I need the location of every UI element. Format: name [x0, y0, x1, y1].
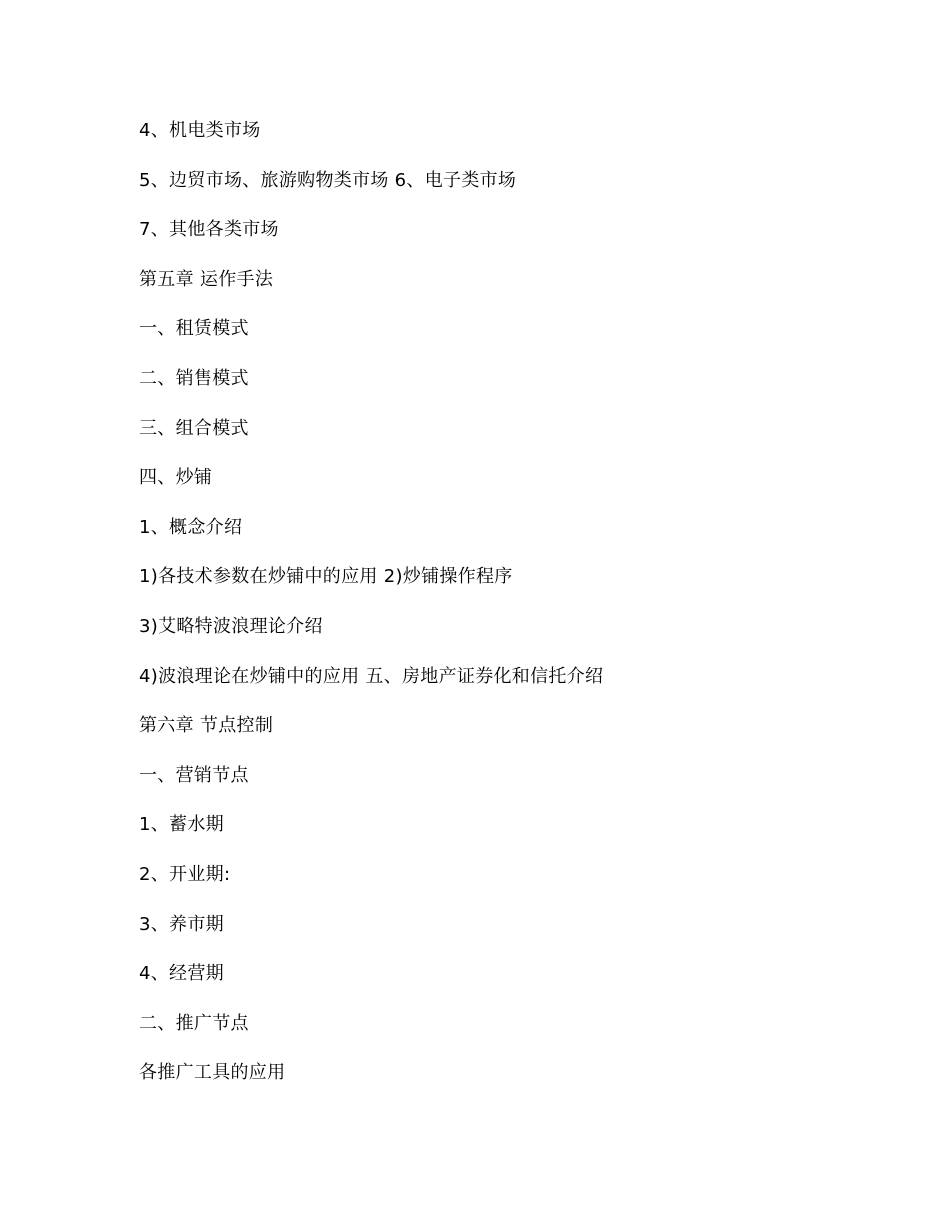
text-line: 二、推广节点 — [139, 1012, 249, 1034]
text-line: 4、机电类市场 — [139, 120, 261, 141]
text-line: 二、销售模式 — [139, 367, 249, 389]
text-line: 一、营销节点 — [139, 764, 249, 786]
chapter-heading: 第六章 节点控制 — [139, 715, 274, 737]
text-line: 3)艾略特波浪理论介绍 — [139, 615, 323, 637]
text-line: 四、炒铺 — [139, 467, 213, 489]
text-line: 4、经营期 — [139, 963, 224, 985]
text-line: 4)波浪理论在炒铺中的应用 五、房地产证券化和信托介绍 — [139, 665, 604, 687]
text-line: 1、蓄水期 — [139, 814, 224, 836]
text-line: 1、概念介绍 — [139, 516, 243, 538]
text-line: 三、组合模式 — [139, 417, 249, 439]
text-line: 一、租赁模式 — [139, 318, 249, 340]
text-line: 1)各技术参数在炒铺中的应用 2)炒铺操作程序 — [139, 566, 513, 588]
text-line: 3、养市期 — [139, 913, 224, 935]
text-line: 5、边贸市场、旅游购物类市场 6、电子类市场 — [139, 169, 517, 191]
text-line: 7、其他各类市场 — [139, 219, 279, 241]
chapter-heading: 第五章 运作手法 — [139, 268, 274, 290]
text-line: 2、开业期: — [139, 863, 231, 885]
text-line: 各推广工具的应用 — [139, 1062, 286, 1084]
document-body — [139, 118, 859, 1110]
